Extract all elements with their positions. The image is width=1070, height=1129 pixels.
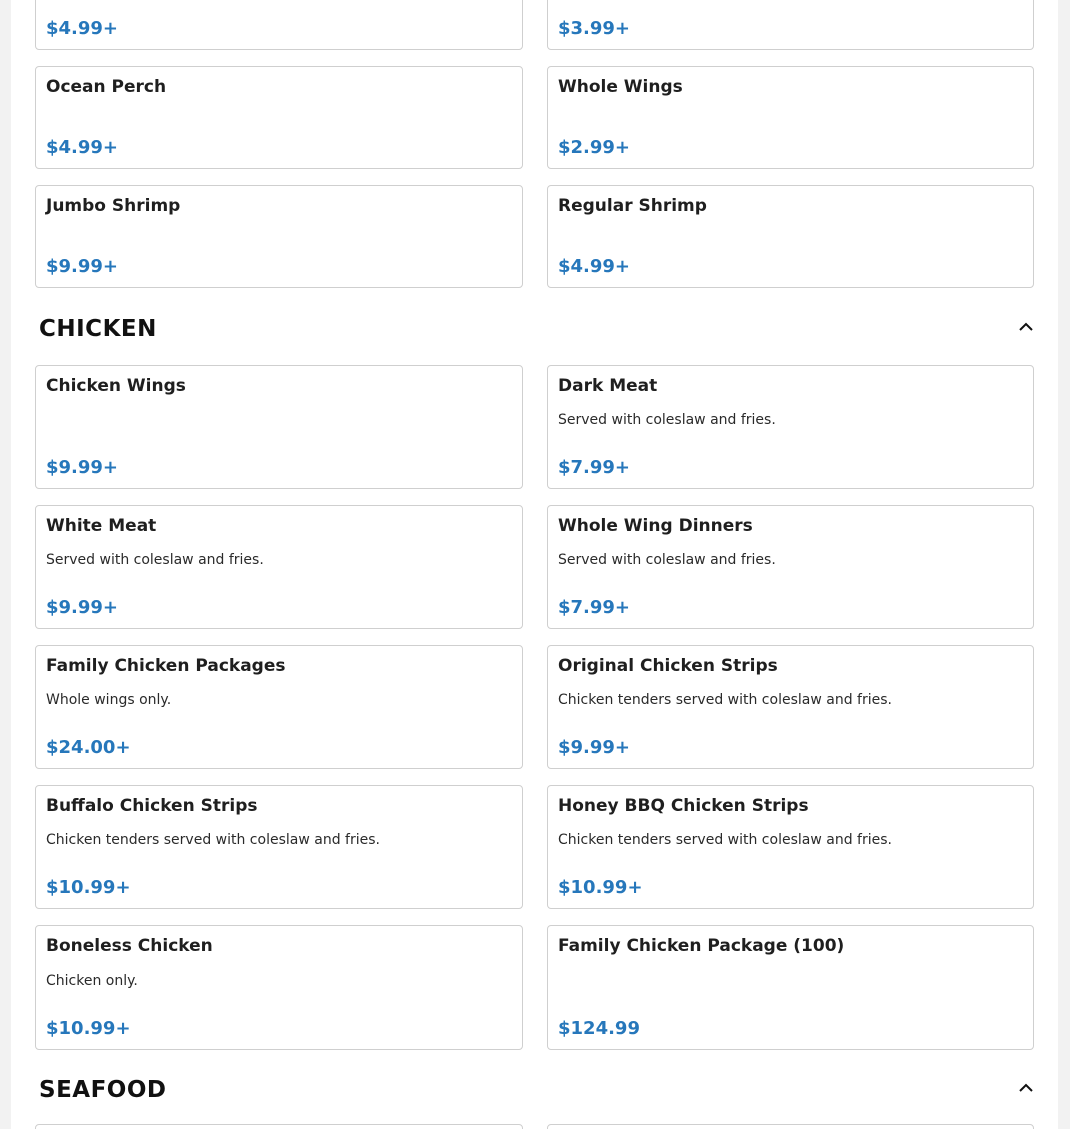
item-price: $4.99+ [558, 256, 631, 277]
menu-item-card[interactable] [35, 185, 523, 288]
menu-item-card[interactable] [547, 0, 1034, 50]
item-name: Family Chicken Packages [46, 656, 286, 676]
item-price: $9.99+ [46, 256, 119, 277]
item-name: Buffalo Chicken Strips [46, 796, 258, 816]
item-name: Whole Wings [558, 77, 683, 97]
menu-item-card[interactable] [547, 365, 1034, 489]
item-name: Jumbo Shrimp [46, 196, 181, 216]
menu-item-card[interactable] [35, 1124, 523, 1129]
item-name: Whole Wing Dinners [558, 516, 753, 536]
menu-item-card[interactable] [547, 66, 1034, 169]
item-description: Chicken tenders served with coleslaw and fries. [558, 832, 892, 848]
menu-item-card[interactable] [35, 365, 523, 489]
item-price: $10.99+ [46, 877, 131, 898]
menu-item-card[interactable] [35, 66, 523, 169]
menu-item-card[interactable] [35, 0, 523, 50]
section-title: CHICKEN [39, 316, 157, 342]
menu-item-card[interactable] [35, 505, 523, 629]
menu-item-card[interactable] [547, 925, 1034, 1050]
menu-item-card[interactable] [547, 505, 1034, 629]
item-price: $9.99+ [558, 737, 631, 758]
top-items-grid [35, 0, 1034, 288]
section-header-seafood[interactable] [39, 1077, 1034, 1117]
item-description: Served with coleslaw and fries. [46, 552, 264, 568]
item-name: Dark Meat [558, 376, 658, 396]
item-name: Original Chicken Strips [558, 656, 778, 676]
menu-item-card[interactable] [547, 785, 1034, 909]
item-price: $10.99+ [558, 877, 643, 898]
item-description: Chicken only. [46, 973, 138, 989]
item-price: $124.99 [558, 1018, 640, 1039]
item-name: Regular Shrimp [558, 196, 707, 216]
item-description: Chicken tenders served with coleslaw and fries. [558, 692, 892, 708]
item-description: Whole wings only. [46, 692, 172, 708]
item-price: $4.99+ [46, 18, 119, 39]
menu-item-card[interactable] [547, 185, 1034, 288]
item-price: $24.00+ [46, 737, 131, 758]
item-description: Served with coleslaw and fries. [558, 412, 776, 428]
chevron-up-icon[interactable] [1018, 318, 1034, 330]
chevron-up-icon[interactable] [1018, 1079, 1034, 1091]
item-price: $2.99+ [558, 137, 631, 158]
menu-item-card[interactable] [35, 645, 523, 769]
item-name: Chicken Wings [46, 376, 186, 396]
item-price: $4.99+ [46, 137, 119, 158]
section-header-chicken[interactable] [39, 316, 1034, 356]
item-description: Chicken tenders served with coleslaw and fries. [46, 832, 380, 848]
item-name: White Meat [46, 516, 157, 536]
item-price: $9.99+ [46, 457, 119, 478]
item-description: Served with coleslaw and fries. [558, 552, 776, 568]
item-price: $7.99+ [558, 597, 631, 618]
item-price: $3.99+ [558, 18, 631, 39]
item-name: Family Chicken Package (100) [558, 936, 845, 956]
section-title: SEAFOOD [39, 1077, 167, 1103]
menu-item-card[interactable] [547, 645, 1034, 769]
item-price: $10.99+ [46, 1018, 131, 1039]
item-price: $9.99+ [46, 597, 119, 618]
menu-item-card[interactable] [35, 785, 523, 909]
item-name: Boneless Chicken [46, 936, 213, 956]
chicken-items-grid [35, 365, 1034, 1050]
item-name: Honey BBQ Chicken Strips [558, 796, 809, 816]
menu-item-card[interactable] [35, 925, 523, 1050]
menu-panel [11, 0, 1058, 1129]
menu-item-card[interactable] [547, 1124, 1034, 1129]
item-price: $7.99+ [558, 457, 631, 478]
item-name: Ocean Perch [46, 77, 167, 97]
